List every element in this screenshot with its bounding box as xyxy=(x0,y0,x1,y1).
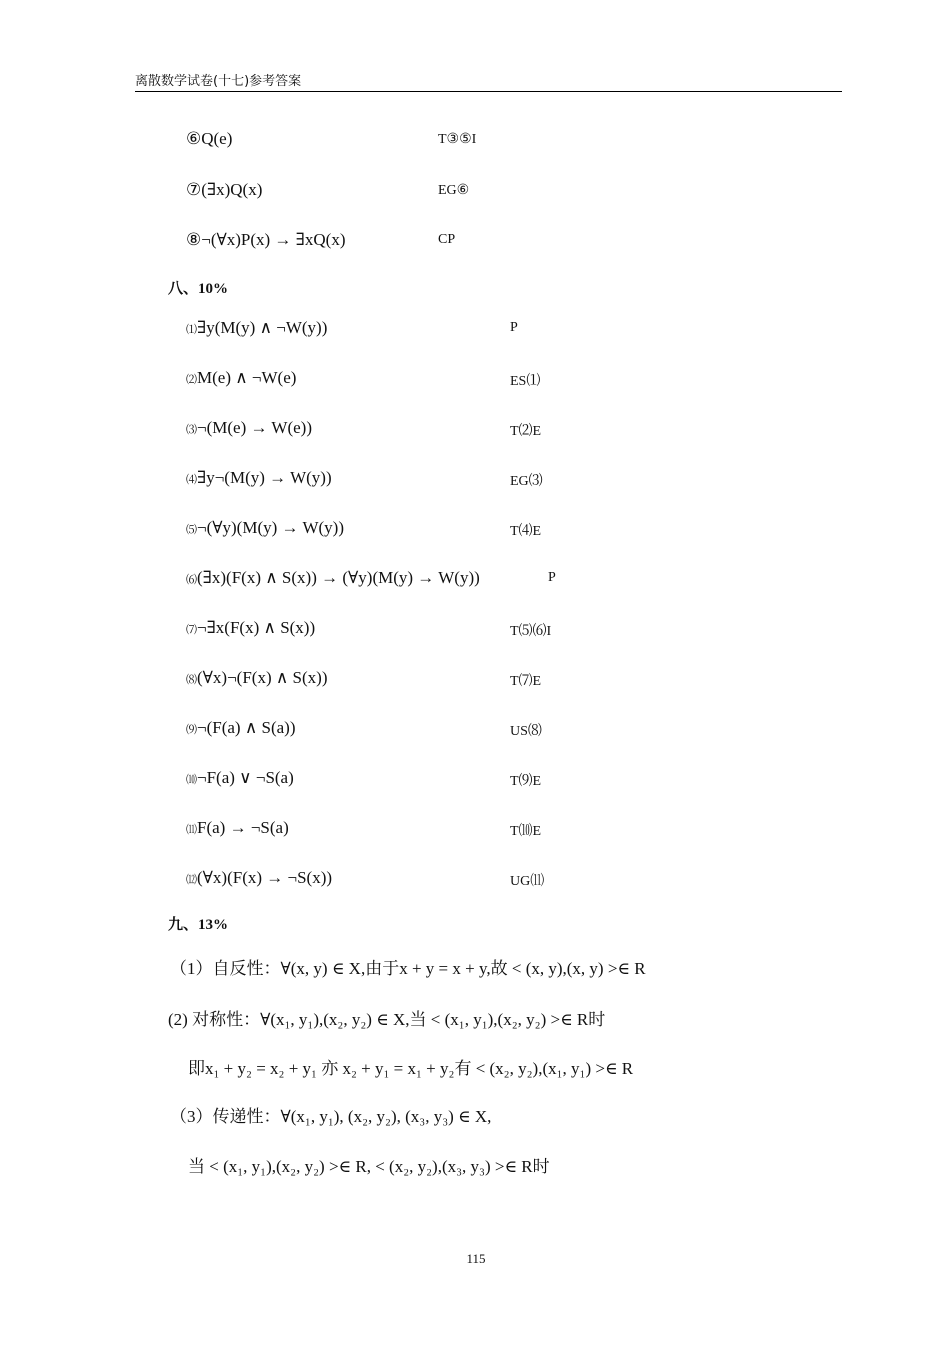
step-rule: UG⑾ xyxy=(510,874,545,889)
step-formula: ∃y(M(y) ∧ ¬W(y)) xyxy=(197,318,328,337)
step-formula: ¬(∀y)(M(y) → W(y)) xyxy=(197,518,344,537)
step-formula: ¬F(a) ∨ ¬S(a) xyxy=(197,768,294,787)
proof-line: （3）传递性：∀(x₁, y₁), (x₂, y₂), (x₃, y₃) ∈ X, xyxy=(170,1107,492,1126)
formula-line: ⑥Q(e) xyxy=(186,129,233,148)
step-number: ⑴ xyxy=(186,324,197,336)
step-number: ⑿ xyxy=(186,874,197,886)
step-number: ⑻ xyxy=(186,674,197,686)
step-formula: ¬(M(e) → W(e)) xyxy=(197,418,312,437)
proof-step xyxy=(186,368,296,388)
step-number: ⑸ xyxy=(186,524,197,536)
step-number: ⑼ xyxy=(186,724,197,736)
step-rule: US⑻ xyxy=(510,724,542,739)
step-rule: T⑸⑹I xyxy=(510,624,552,639)
page-header: 离散数学试卷(十七)参考答案 xyxy=(135,70,842,92)
step-formula: M(e) ∧ ¬W(e) xyxy=(197,368,297,387)
proof-step xyxy=(186,718,296,738)
rule-label: T③⑤I xyxy=(438,132,477,147)
step-number: ⑺ xyxy=(186,624,197,636)
step-rule: T⑷E xyxy=(510,524,542,539)
proof-line: (2) 对称性：∀(x₁, y₁),(x₂, y₂) ∈ X,当 < (x₁, y₁),(x₂, y₂) >∈ R时 xyxy=(168,1010,606,1029)
proof-line: 当 < (x₁, y₁),(x₂, y₂) >∈ R, < (x₂, y₂),(x₃, y₃) >∈ R时 xyxy=(188,1157,550,1176)
proof-line: 即x₁ + y₂ = x₂ + y₁ 亦 x₂ + y₁ = x₁ + y₂有 < (x₂, y₂),(x₁, y₁) >∈ R xyxy=(188,1059,634,1078)
rule-label: CP xyxy=(438,232,456,247)
proof-step xyxy=(186,868,332,888)
page-number: 115 xyxy=(466,1251,486,1266)
step-number: ⑶ xyxy=(186,424,197,436)
step-number: ⑹ xyxy=(186,574,197,586)
step-formula: (∃x)(F(x) ∧ S(x)) → (∀y)(M(y) → W(y)) xyxy=(197,568,480,587)
step-formula: ¬(F(a) ∧ S(a)) xyxy=(197,718,296,737)
step-rule: ES⑴ xyxy=(510,374,541,389)
proof-step xyxy=(186,768,294,788)
proof-step xyxy=(186,568,480,588)
step-rule: T⑵E xyxy=(510,424,542,439)
formula-line: ⑦(∃x)Q(x) xyxy=(186,180,263,199)
step-rule: EG⑶ xyxy=(510,474,543,489)
step-formula: (∀x)¬(F(x) ∧ S(x)) xyxy=(197,668,328,687)
step-formula: (∀x)(F(x) → ¬S(x)) xyxy=(197,868,333,887)
proof-step xyxy=(186,668,328,688)
proof-step xyxy=(186,468,332,488)
formula-line: ⑧¬(∀x)P(x) → ∃xQ(x) xyxy=(186,230,346,249)
section-heading: 八、10% xyxy=(168,281,229,297)
step-number: ⑷ xyxy=(186,474,197,486)
rule-label: EG⑥ xyxy=(438,183,470,198)
section-heading: 九、13% xyxy=(168,917,229,933)
proof-step xyxy=(186,818,289,838)
step-formula: F(a) → ¬S(a) xyxy=(197,818,289,837)
step-number: ⑵ xyxy=(186,374,197,386)
proof-step xyxy=(186,418,312,438)
proof-step xyxy=(186,618,315,638)
step-rule: P xyxy=(510,320,518,335)
step-rule: T⑽E xyxy=(510,824,542,839)
step-number: ⑾ xyxy=(186,824,197,836)
proof-step xyxy=(186,318,327,338)
proof-step xyxy=(186,518,344,538)
step-rule: T⑼E xyxy=(510,774,542,789)
proof-line: （1）自反性：∀(x, y) ∈ X,由于x + y = x + y,故 < (x, y),(x, y) >∈ R xyxy=(170,959,646,978)
step-rule: P xyxy=(548,570,556,585)
step-formula: ∃y¬(M(y) → W(y)) xyxy=(197,468,332,487)
step-number: ⑽ xyxy=(186,774,197,786)
step-formula: ¬∃x(F(x) ∧ S(x)) xyxy=(197,618,316,637)
step-rule: T⑺E xyxy=(510,674,542,689)
